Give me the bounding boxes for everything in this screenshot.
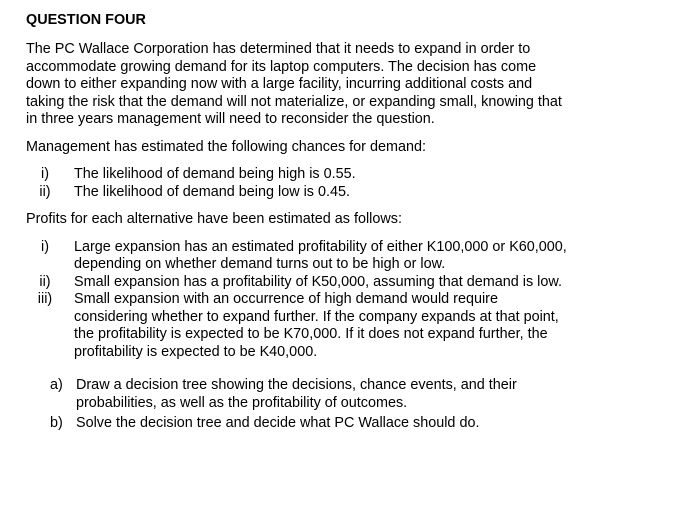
list-item: [26, 274, 666, 292]
task-line: Solve the decision tree and decide what PC Wallace should do.: [76, 415, 480, 431]
task-line: probabilities, as well as the profitability of outcomes.: [76, 394, 408, 411]
task-item: [26, 377, 666, 412]
list-item-text: [74, 184, 350, 202]
list-marker: ii): [39, 273, 51, 290]
list-marker: i): [41, 238, 49, 255]
intro-paragraph: [26, 41, 666, 129]
task-text: [76, 415, 479, 433]
list-marker: ii): [39, 183, 51, 200]
demand-list: [26, 166, 666, 201]
item-line: profitability is expected to be K40,000.: [74, 343, 318, 360]
list-marker: i): [41, 166, 49, 182]
question-document: [26, 12, 666, 436]
list-marker: iii): [37, 291, 53, 307]
question-heading: QUESTION FOUR: [26, 12, 146, 28]
task-marker: b): [50, 415, 63, 431]
intro-line: taking the risk that the demand will not materialize, or expanding small, knowing that: [26, 93, 562, 110]
list-item-text: [74, 291, 559, 361]
profits-intro: Profits for each alternative have been estimated as follows:: [26, 211, 402, 227]
item-line: considering whether to expand further. If the company expands at that point,: [74, 308, 559, 325]
task-list: [26, 377, 666, 433]
demand-intro: Management has estimated the following chances for demand:: [26, 138, 426, 155]
task-item: [26, 415, 666, 433]
list-item-text: [74, 166, 356, 184]
item-line: Small expansion has a profitability of K50,000, assuming that demand is low.: [74, 273, 562, 290]
list-item: [26, 166, 666, 184]
item-line: Large expansion has an estimated profitability of either K100,000 or K60,000,: [74, 238, 567, 255]
task-line: Draw a decision tree showing the decisions, chance events, and their: [76, 377, 517, 393]
task-text: [76, 377, 517, 412]
item-line: depending on whether demand turns out to be high or low.: [74, 256, 446, 272]
profits-list: [26, 239, 666, 362]
item-line: The likelihood of demand being low is 0.45.: [74, 183, 350, 200]
intro-line: down to either expanding now with a large facility, incurring additional costs and: [26, 76, 533, 92]
task-marker: a): [50, 377, 63, 393]
intro-line: accommodate growing demand for its laptop computers. The decision has come: [26, 58, 537, 75]
list-item: [26, 239, 666, 274]
item-line: The likelihood of demand being high is 0.55.: [74, 166, 356, 182]
list-item: [26, 291, 666, 361]
list-item-text: [74, 274, 562, 292]
list-item: [26, 184, 666, 202]
intro-line: The PC Wallace Corporation has determined that it needs to expand in order to: [26, 41, 531, 57]
item-line: Small expansion with an occurrence of high demand would require: [74, 291, 498, 307]
intro-line: in three years management will need to reconsider the question.: [26, 111, 435, 127]
item-line: the profitability is expected to be K70,000. If it does not expand further, the: [74, 326, 548, 342]
list-item-text: [74, 239, 567, 274]
